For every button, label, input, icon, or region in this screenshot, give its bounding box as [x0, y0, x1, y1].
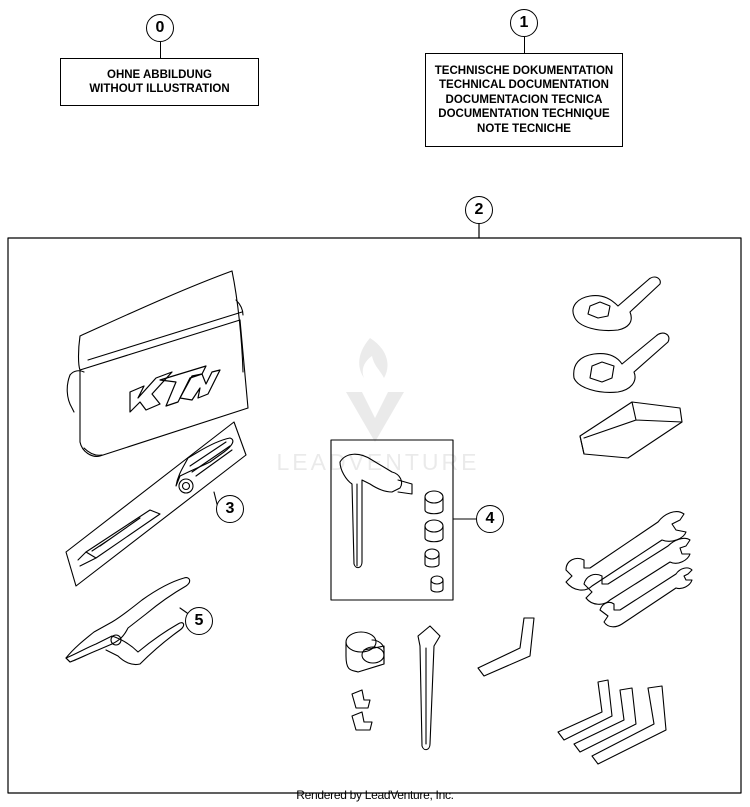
- ring-spanners: [573, 277, 682, 458]
- callout-5-number: 5: [194, 612, 204, 629]
- label-box-1-line-5: NOTE TECNICHE: [477, 122, 571, 135]
- label-box-1-line-2: TECHNICAL DOCUMENTATION: [439, 79, 609, 92]
- callout-3[interactable]: [216, 495, 244, 523]
- label-box-0-line-1: OHNE ABBILDUNG: [107, 68, 212, 81]
- pliers: [66, 578, 190, 665]
- allen-key-set: [558, 680, 666, 764]
- footer-credit: Rendered by LeadVenture, Inc.: [296, 788, 454, 802]
- label-box-0-line-2: WITHOUT ILLUSTRATION: [89, 83, 230, 95]
- callout-0-number: 0: [155, 19, 165, 36]
- open-end-wrenches: [566, 512, 692, 627]
- watermark-text: LEADVENTURE: [276, 449, 480, 475]
- callout-5[interactable]: [185, 607, 213, 635]
- callout-4[interactable]: [476, 505, 504, 533]
- label-box-1-line-1: TECHNISCHE DOKUMENTATION: [434, 64, 614, 77]
- callout-2-number: 2: [474, 201, 484, 218]
- callout-4-number: 4: [485, 510, 495, 527]
- callout-2[interactable]: [465, 196, 493, 224]
- bag-logo-text: KTM: [0, 0, 3, 1]
- callout-1-number: 1: [519, 14, 529, 31]
- label-box-1-line-3: DOCUMENTACION TECNICA: [445, 93, 603, 106]
- hex-key: [478, 618, 534, 676]
- label-box-1-line-4: DOCUMENTATION TECHNIQUE: [438, 108, 610, 121]
- leadventure-watermark: [277, 338, 480, 475]
- tool-bag: [0, 0, 248, 456]
- tool-kit-frame: [8, 222, 741, 793]
- callout-3-number: 3: [225, 500, 235, 517]
- loose-socket-and-bits: [346, 626, 440, 750]
